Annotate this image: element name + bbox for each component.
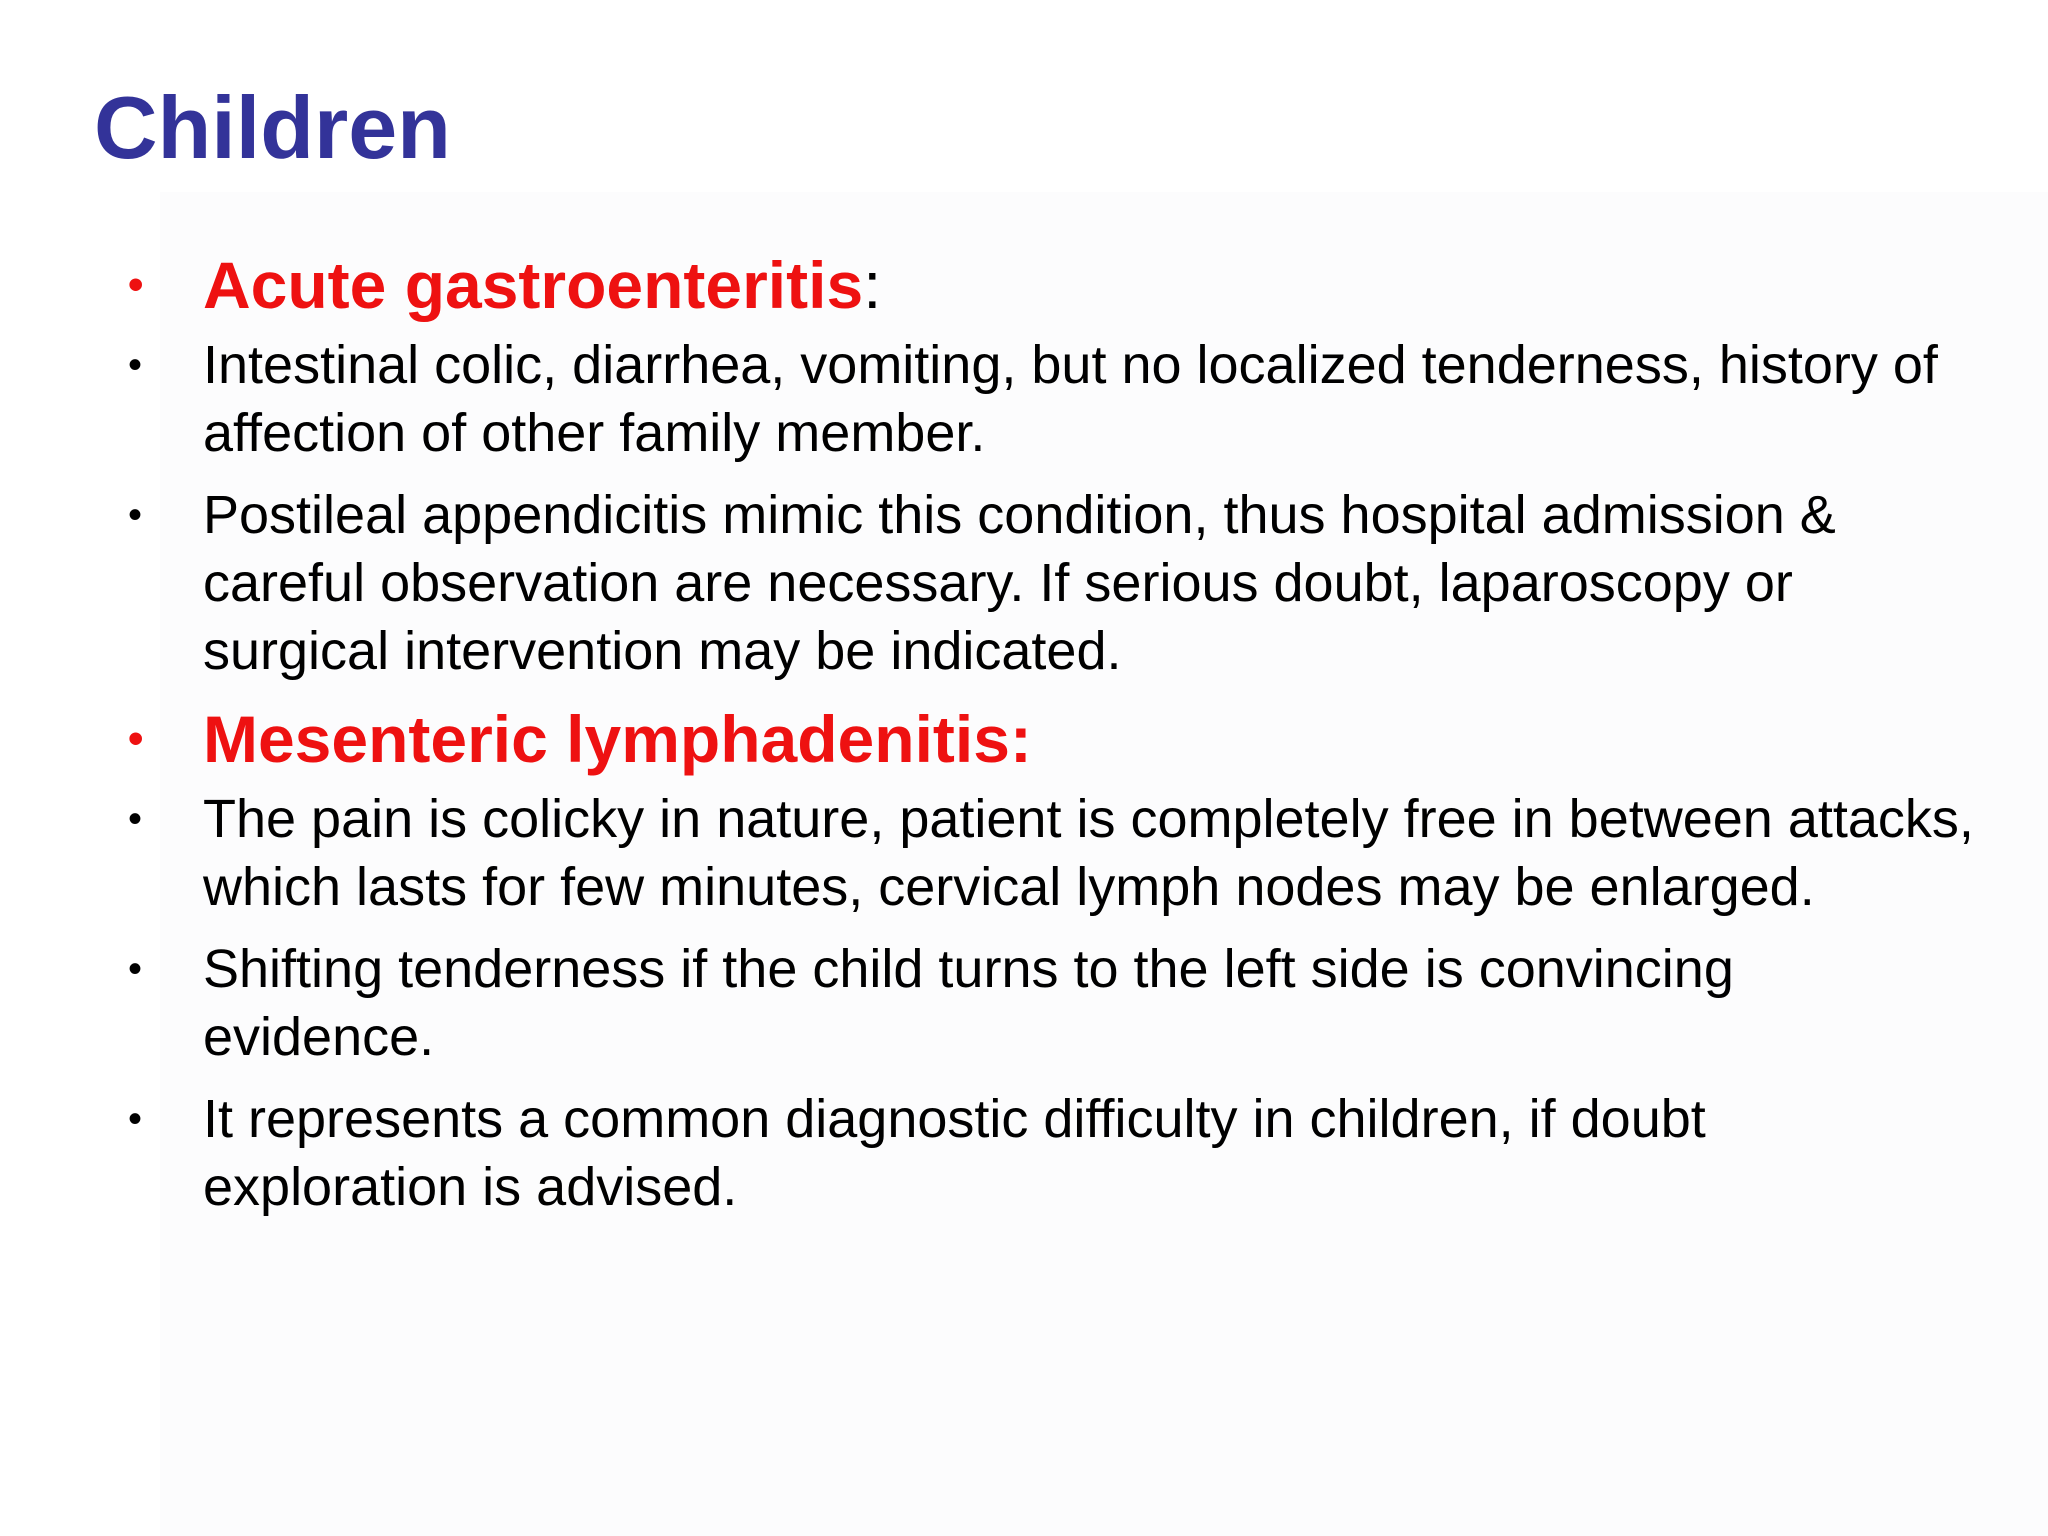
- bullet-item-diagnostic-difficulty: [120, 1085, 1980, 1221]
- bullet-text: It represents a common diagnostic difficulty in children, if doubt exploration is advised.: [203, 1089, 1706, 1217]
- bullet-item-shifting-tenderness: [120, 935, 1980, 1071]
- bullet-heading-acute-gastroenteritis: [120, 245, 1980, 325]
- bullet-heading-mesenteric-lymphadenitis: [120, 699, 1980, 779]
- heading-text: Mesenteric lymphadenitis:: [203, 702, 1032, 776]
- bullet-icon: •: [128, 343, 143, 387]
- bullet-icon: •: [128, 797, 143, 841]
- heading-text: Acute gastroenteritis: [203, 248, 864, 322]
- bullet-text: Intestinal colic, diarrhea, vomiting, but no localized tenderness, history of affection of other family member.: [203, 335, 1938, 463]
- bullet-item-colicky-pain: [120, 785, 1980, 921]
- bullet-item-postileal-appendicitis: [120, 481, 1980, 685]
- bullet-icon: •: [128, 714, 144, 763]
- bullet-icon: •: [128, 947, 143, 991]
- heading-colon: :: [863, 248, 882, 322]
- bullet-text: Shifting tenderness if the child turns to the left side is convincing evidence.: [203, 939, 1734, 1067]
- bullet-list: [120, 245, 1980, 1235]
- bullet-icon: •: [128, 1097, 143, 1141]
- bullet-item-intestinal-colic: [120, 331, 1980, 467]
- bullet-text: Postileal appendicitis mimic this condition, thus hospital admission & careful observation are necessary. If serious doubt, laparoscopy or surgical intervention may be indicated.: [203, 485, 1836, 681]
- bullet-text: The pain is colicky in nature, patient is completely free in between attacks, which lasts for few minutes, cervical lymph nodes may be enlarged.: [203, 789, 1974, 917]
- bullet-icon: •: [128, 493, 143, 537]
- slide-title: Children: [94, 78, 451, 177]
- bullet-icon: •: [128, 260, 144, 309]
